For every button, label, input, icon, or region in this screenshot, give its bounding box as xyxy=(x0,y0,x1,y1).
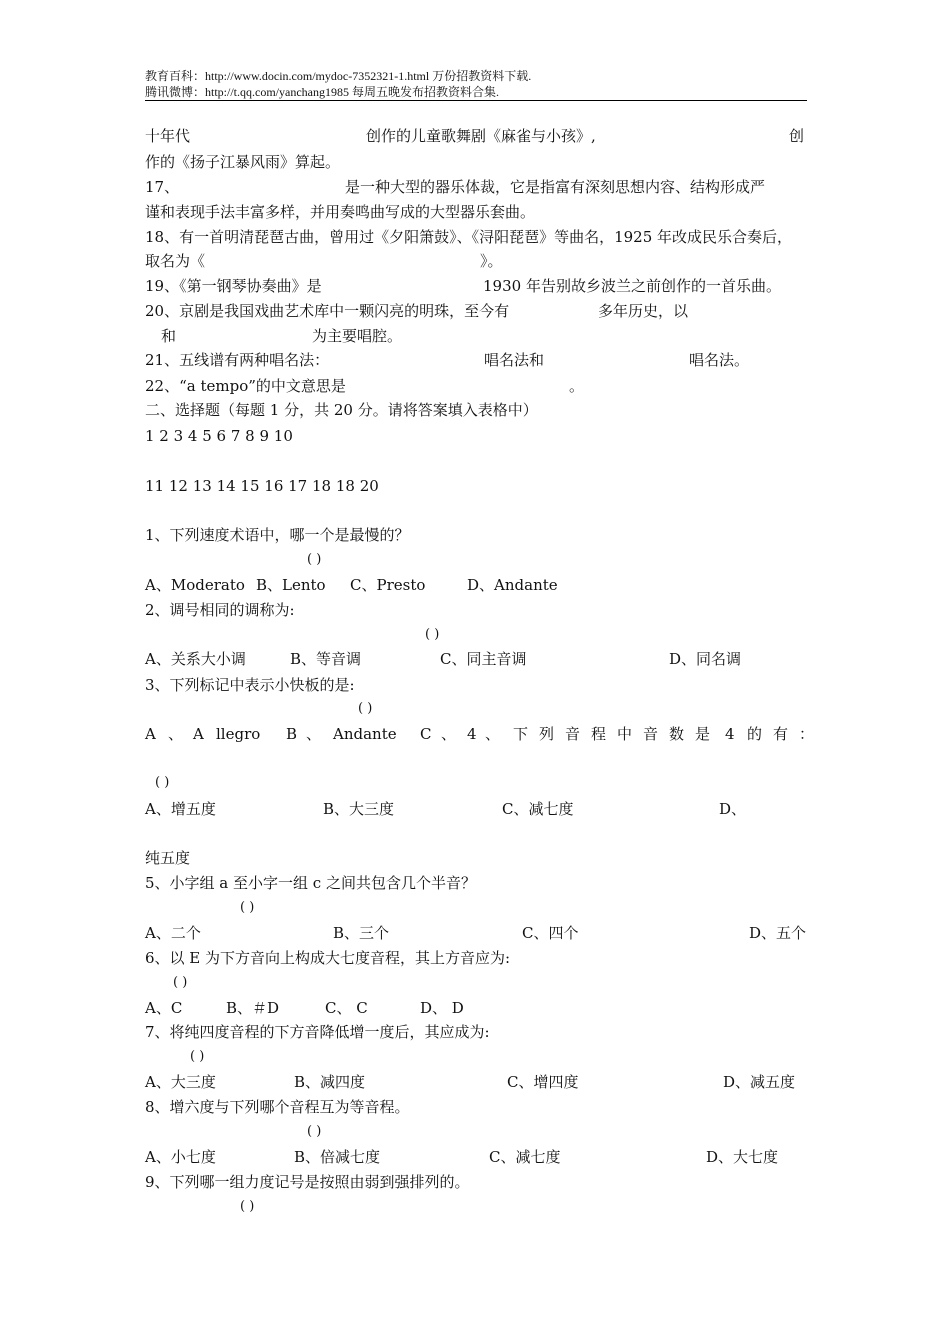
q16-part-b: 创作的儿童歌舞剧《麻雀与小孩》, xyxy=(366,127,596,145)
q6-option-a: A、C xyxy=(145,999,183,1017)
q6-answer-paren: ( ) xyxy=(173,975,188,990)
q3-answer-paren: ( ) xyxy=(358,701,373,716)
q19-part-b: 1930 年告别故乡波兰之前创作的一首乐曲。 xyxy=(483,277,781,295)
q4-char-1: 下 xyxy=(513,725,529,743)
q3-opt-a-letter: A xyxy=(145,725,156,743)
q7-text: 7、将纯四度音程的下方音降低增一度后，其应成为: xyxy=(145,1023,490,1041)
q16-part-a: 十年代 xyxy=(145,127,191,145)
q3-opt-b-letter: B xyxy=(286,725,298,743)
q4-char-2: 列 xyxy=(539,725,555,743)
q2-answer-paren: ( ) xyxy=(425,627,440,642)
q4-char-8: 是 xyxy=(695,725,711,743)
q9-answer-paren: ( ) xyxy=(240,1199,255,1214)
q2-option-d: D、同名调 xyxy=(669,650,742,668)
q1-option-c: C、Presto xyxy=(350,576,426,594)
header-line-1: 教育百科：http://www.docin.com/mydoc-7352321-1.html 万份招教资料下载. xyxy=(145,69,532,83)
answer-row-1: 1 2 3 4 5 6 7 8 9 10 xyxy=(145,427,293,445)
section-2-title: 二、选择题（每题 1 分，共 20 分。请将答案填入表格中） xyxy=(145,401,538,419)
q1-option-d: D、Andante xyxy=(467,576,558,594)
q3-opt-a-llegro: llegro xyxy=(216,725,261,743)
q9-text: 9、下列哪一组力度记号是按照由弱到强排列的。 xyxy=(145,1173,470,1191)
q4-char-10: 的 xyxy=(747,725,763,743)
q8-option-c: C、减七度 xyxy=(489,1148,561,1166)
q8-answer-paren: ( ) xyxy=(307,1124,322,1139)
q2-option-b: B、等音调 xyxy=(290,650,362,668)
q4-number: 4 xyxy=(467,725,477,743)
q8-option-a: A、小七度 xyxy=(145,1148,216,1166)
q4-char-5: 中 xyxy=(617,725,633,743)
q20-part-b: 多年历史，以 xyxy=(598,302,689,320)
q21-part-b: 唱名法和 xyxy=(484,351,545,369)
q4-option-d: D、 xyxy=(719,800,747,818)
q21-part-a: 21、五线谱有两种唱名法： xyxy=(145,351,330,369)
q5-option-d: D、五个 xyxy=(749,924,807,942)
q5-option-a: A、二个 xyxy=(145,924,201,942)
q4-char-6: 音 xyxy=(643,725,659,743)
q4-char-9: 4 xyxy=(725,725,735,743)
q1-text: 1、下列速度术语中，哪一个是最慢的？ xyxy=(145,526,410,544)
q5-answer-paren: ( ) xyxy=(240,900,255,915)
q7-option-c: C、增四度 xyxy=(507,1073,579,1091)
q20-part-d: 为主要唱腔。 xyxy=(312,327,403,345)
q3-opt-b-sep: 、 xyxy=(306,725,322,743)
q3-opt-c-sep: 、 xyxy=(441,725,457,743)
q6-option-d: D、 D xyxy=(420,999,464,1017)
q6-text: 6、以 E 为下方音向上构成大七度音程，其上方音应为: xyxy=(145,949,511,967)
q5-option-c: C、四个 xyxy=(522,924,579,942)
q17-part-b: 谨和表现手法丰富多样，并用奏鸣曲写成的大型器乐套曲。 xyxy=(145,203,536,221)
q4-option-d-tail: 纯五度 xyxy=(145,849,191,867)
q20-part-a: 20、京剧是我国戏曲艺术库中一颗闪亮的明珠，至今有 xyxy=(145,302,510,320)
q5-option-b: B、三个 xyxy=(333,924,390,942)
q20-part-c: 和 xyxy=(161,327,177,345)
q4-option-b: B、大三度 xyxy=(323,800,395,818)
q18-part-b: 取名为《 xyxy=(145,252,206,270)
header-rule xyxy=(145,100,807,101)
answer-row-2: 11 12 13 14 15 16 17 18 18 20 xyxy=(145,477,379,495)
q1-option-a: A、Moderato xyxy=(145,576,245,594)
q2-text: 2、调号相同的调称为: xyxy=(145,601,295,619)
q22-part-a: 22、“a tempo”的中文意思是 xyxy=(145,377,346,395)
q17-number: 17、 xyxy=(145,178,180,196)
q4-char-3: 音 xyxy=(565,725,581,743)
header-line-2: 腾讯微博：http://t.qq.com/yanchang1985 每周五晚发布招教资料合集. xyxy=(145,85,499,99)
q7-option-d: D、减五度 xyxy=(723,1073,796,1091)
q8-option-b: B、倍减七度 xyxy=(294,1148,381,1166)
q4-char-7: 数 xyxy=(669,725,685,743)
q2-option-c: C、同主音调 xyxy=(440,650,527,668)
q4-option-c: C、减七度 xyxy=(502,800,574,818)
q16-part-c: 创 xyxy=(789,127,805,145)
q3-opt-a-sep: 、 xyxy=(168,725,184,743)
q1-answer-paren: ( ) xyxy=(307,552,322,567)
q7-answer-paren: ( ) xyxy=(190,1049,205,1064)
q3-opt-a-a: A xyxy=(193,725,204,743)
q4-char-12: ： xyxy=(799,725,815,743)
q3-opt-b-andante: Andante xyxy=(333,725,397,743)
q4-option-a: A、增五度 xyxy=(145,800,216,818)
q18-part-a: 18、有一首明清琵琶古曲，曾用过《夕阳箫鼓》、《浔阳琵琶》等曲名，1925 年改成民乐合奏后， xyxy=(145,228,793,246)
q1-option-b: B、Lento xyxy=(256,576,326,594)
q21-part-c: 唱名法。 xyxy=(689,351,750,369)
q7-option-a: A、大三度 xyxy=(145,1073,216,1091)
q2-option-a: A、关系大小调 xyxy=(145,650,246,668)
q3-opt-c-letter: C xyxy=(420,725,432,743)
q18-part-c: 》。 xyxy=(480,252,503,270)
q5-text: 5、小字组 a 至小字一组 c 之间共包含几个半音？ xyxy=(145,874,476,892)
q4-char-4: 程 xyxy=(591,725,607,743)
q7-option-b: B、减四度 xyxy=(294,1073,366,1091)
q3-text: 3、下列标记中表示小快板的是: xyxy=(145,676,355,694)
q4-answer-paren: ( ) xyxy=(155,775,170,790)
q6-option-c: C、 C xyxy=(325,999,368,1017)
q8-text: 8、增六度与下列哪个音程互为等音程。 xyxy=(145,1098,410,1116)
q8-option-d: D、大七度 xyxy=(706,1148,779,1166)
q6-option-b: B、＃D xyxy=(226,999,280,1017)
q16-part-d: 作的《扬子江暴风雨》算起。 xyxy=(145,153,341,171)
q4-sep: 、 xyxy=(485,725,501,743)
q22-part-b: 。 xyxy=(569,377,585,395)
q19-part-a: 19、《第一钢琴协奏曲》是 xyxy=(145,277,322,295)
q4-char-11: 有 xyxy=(773,725,789,743)
q17-part-a: 是一种大型的器乐体裁，它是指富有深刻思想内容、结构形成严 xyxy=(345,178,766,196)
